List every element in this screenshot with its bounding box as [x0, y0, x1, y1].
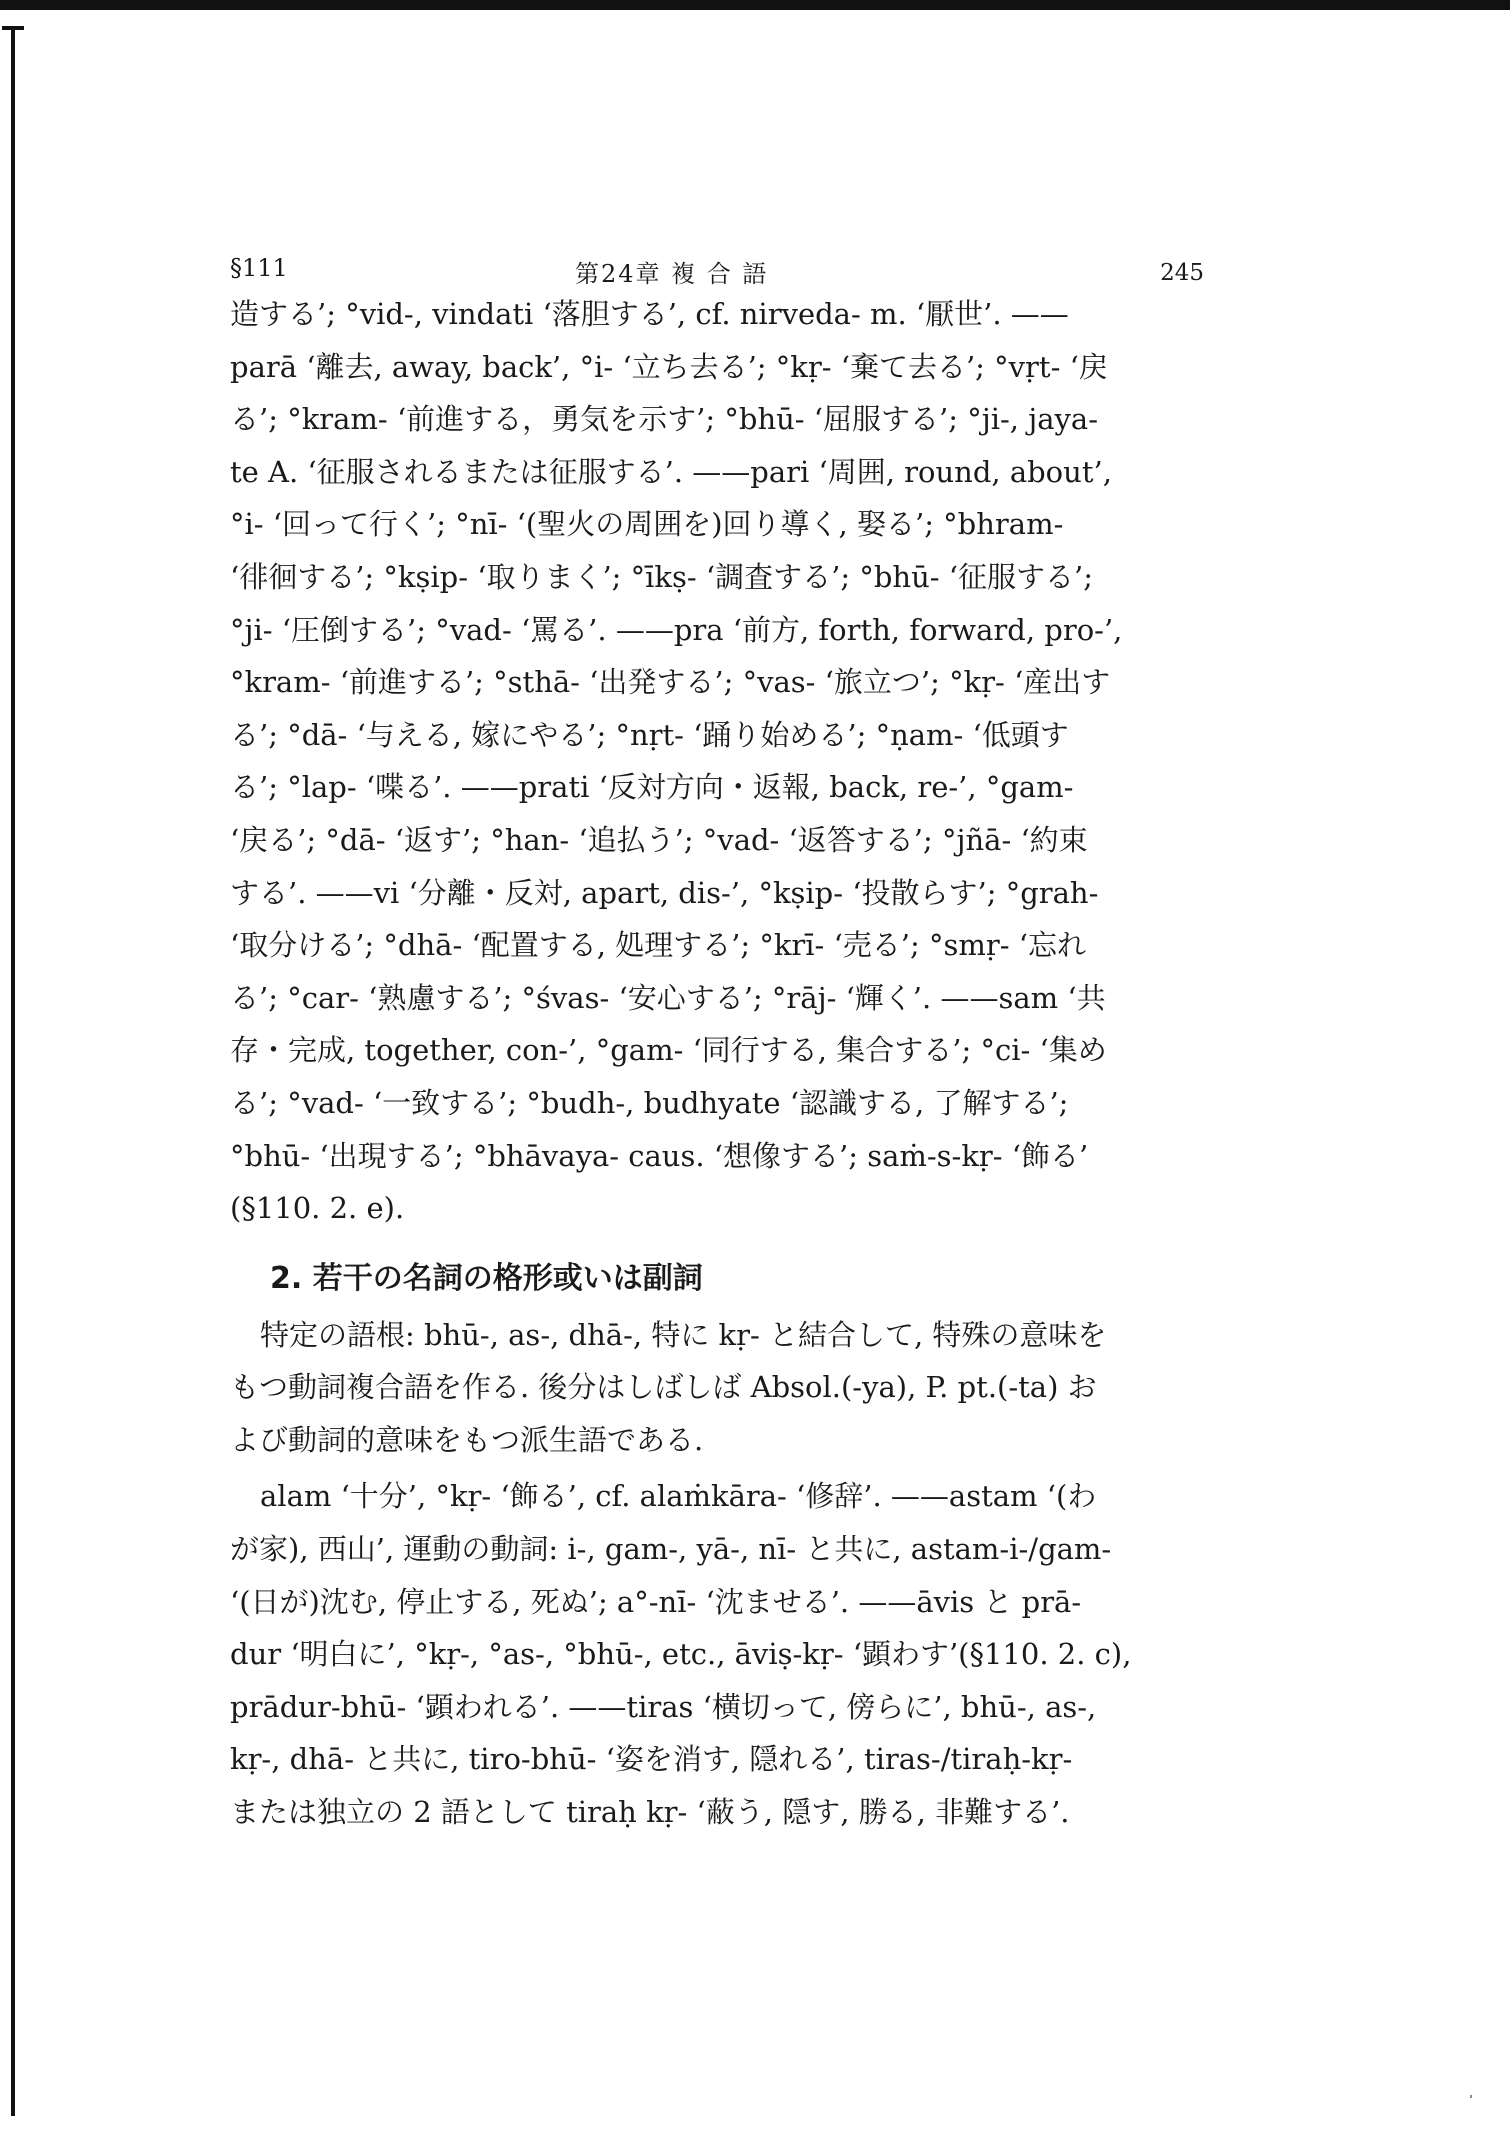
text-line: する’. ——vi ‘分離・反対, apart, dis-’, °kṣip- ‘投散らす’; °grah- [230, 875, 1099, 910]
text-line: 特定の語根: bhū-, as-, dhā-, 特に kṛ- と結合して, 特殊の意味を [260, 1317, 1107, 1352]
section-number: §111 [230, 254, 288, 282]
text-line: alam ‘十分’, °kṛ- ‘飾る’, cf. alaṁkāra- ‘修辞’. ——astam ‘(わ [260, 1479, 1097, 1514]
text-line: ‘(日が)沈む, 停止する, 死ぬ’; a°-nī- ‘沈ませる’. ——āvis と prā- [230, 1584, 1082, 1619]
left-border-rule-cap [2, 26, 24, 30]
margin-speck [1470, 2095, 1472, 2098]
text-line: prādur-bhū- ‘顕われる’. ——tiras ‘横切って, 傍らに’, bhū-, as-, [230, 1689, 1097, 1724]
paragraph-prefixes [230, 288, 1204, 1235]
text-line: kṛ-, dhā- と共に, tiro-bhū- ‘姿を消す, 隠れる’, tiras-/tiraḥ-kṛ- [230, 1742, 1073, 1777]
text-line: °bhū- ‘出現する’; °bhāvaya- caus. ‘想像する’; saṁ-s-kṛ- ‘飾る’ [230, 1138, 1089, 1173]
text-line: °kram- ‘前進する’; °sthā- ‘出発する’; °vas- ‘旅立つ’; °kṛ- ‘産出す [230, 665, 1111, 700]
text-line: ‘戻る’; °dā- ‘返す’; °han- ‘追払う’; °vad- ‘返答する’; °jñā- ‘約束 [230, 822, 1088, 857]
text-line: 存・完成, together, con-’, °gam- ‘同行する, 集合する’; °ci- ‘集め [230, 1033, 1107, 1068]
text-line: (§110. 2. e). [230, 1191, 405, 1226]
text-line: る’; °kram- ‘前進する，勇気を示す’; °bhū- ‘屈服する’; °ji-, jaya- [230, 402, 1098, 437]
book-page [230, 248, 1204, 1839]
text-line: °ji- ‘圧倒する’; °vad- ‘罵る’. ——pra ‘前方, forth, forward, pro-’, [230, 612, 1123, 647]
section-heading: 2. 若干の名詞の格形或いは副詞 [270, 1260, 703, 1296]
top-border-rule [0, 0, 1510, 10]
text-line: る’; °car- ‘熟慮する’; °śvas- ‘安心する’; °rāj- ‘輝く’. ——sam ‘共 [230, 980, 1106, 1015]
left-border-rule [11, 26, 15, 2116]
text-line: が家), 西山’, 運動の動詞: i-, gam-, yā-, nī- と共に, astam-i-/gam- [230, 1532, 1112, 1567]
text-line: る’; °dā- ‘与える, 嫁にやる’; °nṛt- ‘踊り始める’; °ṇam- ‘低頭す [230, 717, 1069, 752]
text-line: ‘徘徊する’; °kṣip- ‘取りまく’; °īkṣ- ‘調査する’; °bhū- ‘征服する’; [230, 559, 1093, 594]
text-line: parā ‘離去, away, back’, °i- ‘立ち去る’; °kṛ- ‘棄て去る’; °vṛt- ‘戻 [230, 349, 1108, 384]
paragraph-intro [230, 1309, 1204, 1467]
text-line: よび動詞的意味をもつ派生語である. [230, 1422, 704, 1457]
running-head [230, 248, 1204, 288]
text-line: 造する’; °vid-, vindati ‘落胆する’, cf. nirveda- m. ‘厭世’. —— [230, 297, 1069, 331]
text-line: dur ‘明白に’, °kṛ-, °as-, °bhū-, etc., āviṣ-kṛ- ‘顕わす’(§110. 2. c), [230, 1637, 1132, 1672]
text-line: もつ動詞複合語を作る. 後分はしばしば Absol.(-ya), P. pt.(-ta) お [230, 1370, 1097, 1405]
text-line: ‘取分ける’; °dhā- ‘配置する, 処理する’; °krī- ‘売る’; °smṛ- ‘忘れ [230, 928, 1086, 963]
paragraph-adverbs [230, 1470, 1204, 1838]
text-line: る’; °vad- ‘一致する’; °budh-, budhyate ‘認識する, 了解する’; [230, 1085, 1069, 1120]
text-line: te A. ‘征服されるまたは征服する’. ——pari ‘周囲, round, about’, [230, 454, 1112, 489]
text-line: る’; °lap- ‘喋る’. ——prati ‘反対方向・返報, back, re-’, °gam- [230, 770, 1074, 805]
text-line: または独立の 2 語として tiraḥ kṛ- ‘蔽う, 隠す, 勝る, 非難する’. [230, 1795, 1070, 1830]
text-line: °i- ‘回って行く’; °nī- ‘(聖火の周囲を)回り導く, 娶る’; °bhram- [230, 507, 1064, 542]
page-number: 245 [1160, 260, 1204, 286]
chapter-title: 第24章 複 合 語 [575, 260, 769, 288]
